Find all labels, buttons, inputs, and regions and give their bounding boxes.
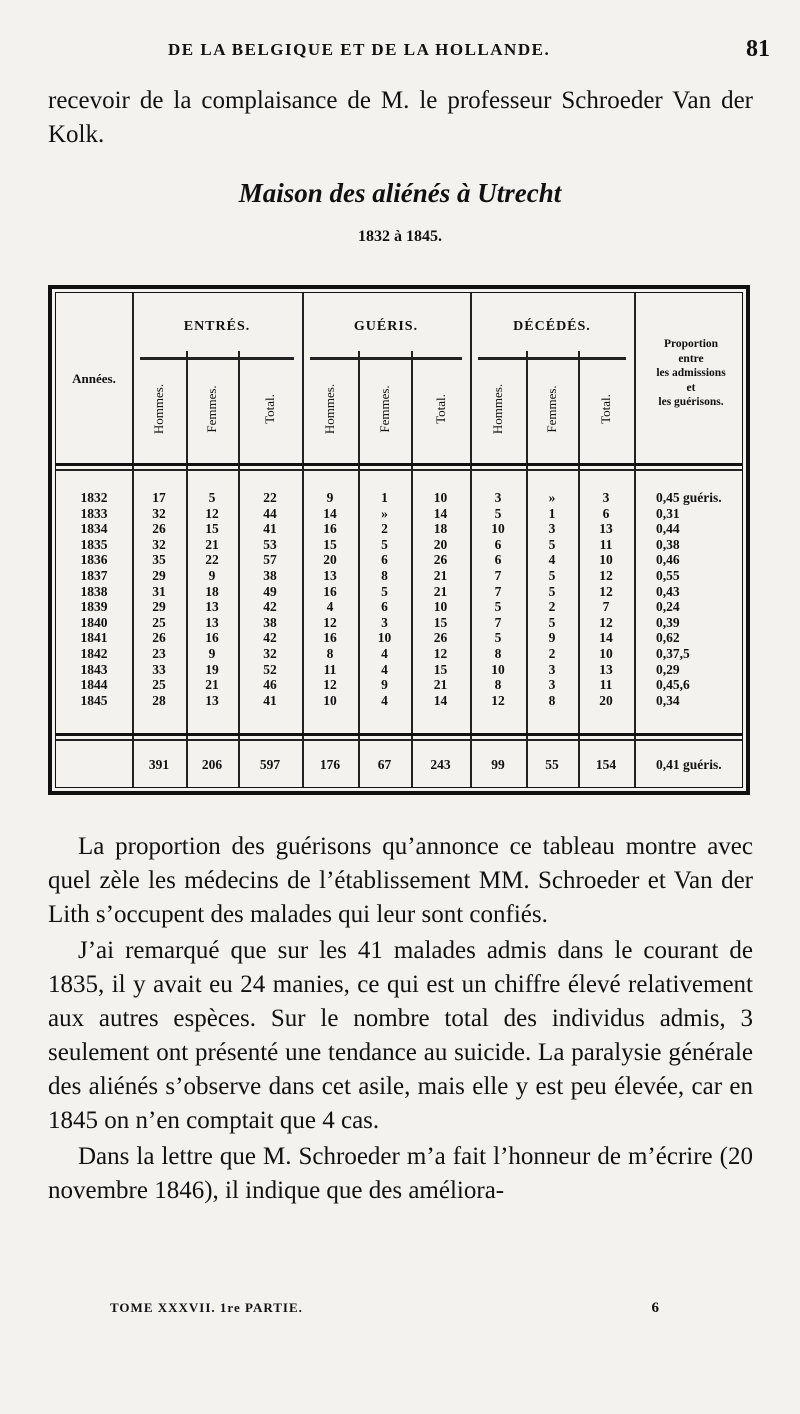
- running-title: DE LA BELGIQUE ET DE LA HOLLANDE.: [168, 40, 551, 59]
- data-cell: 12: [323, 614, 337, 630]
- data-cell: 5: [494, 505, 502, 521]
- data-cell: 2: [548, 646, 556, 661]
- data-cell: 20: [599, 692, 613, 708]
- data-cell: 5: [494, 599, 502, 615]
- sub-header: Femmes.: [544, 385, 559, 433]
- total-cell: 597: [259, 757, 281, 772]
- data-cell: 4: [381, 661, 388, 677]
- data-cell: 1: [381, 490, 388, 505]
- data-cell: 16: [205, 630, 219, 646]
- data-cell: 7: [494, 583, 502, 599]
- year-cell: 1839: [80, 599, 108, 615]
- data-cell: 5: [548, 614, 556, 630]
- year-cell: 1833: [80, 505, 108, 521]
- sub-header: Hommes.: [151, 383, 166, 435]
- table-body: [55, 292, 743, 788]
- data-cell: 12: [433, 646, 448, 661]
- data-cell: 0,37,5: [656, 646, 690, 661]
- data-cell: 32: [152, 505, 166, 521]
- data-cell: 8: [381, 568, 388, 583]
- data-cell: 21: [433, 583, 448, 599]
- data-cell: 13: [205, 692, 219, 708]
- data-cell: 5: [381, 583, 388, 599]
- year-cell: 1844: [80, 677, 108, 693]
- total-cell: 99: [491, 757, 505, 772]
- data-cell: 29: [152, 599, 166, 615]
- section-title: Maison des aliénés à Utrecht: [238, 178, 562, 208]
- data-cell: 5: [548, 536, 556, 552]
- data-cell: 5: [494, 630, 502, 646]
- data-cell: 31: [152, 583, 166, 599]
- data-cell: 26: [152, 630, 166, 646]
- proportion-header-line: les admissions: [656, 367, 726, 379]
- group-header: GUÉRIS.: [353, 319, 419, 334]
- data-cell: »: [548, 490, 556, 505]
- data-cell: 0,44: [656, 521, 680, 537]
- data-cell: 15: [433, 661, 448, 677]
- data-cell: 5: [208, 490, 216, 505]
- data-cell: 0,45 guéris.: [656, 490, 722, 505]
- data-cell: 9: [208, 646, 216, 661]
- data-cell: 22: [263, 490, 277, 505]
- group-brace: [140, 357, 294, 360]
- sub-header: Femmes.: [204, 385, 219, 433]
- data-cell: 18: [205, 583, 219, 599]
- data-cell: 7: [494, 614, 502, 630]
- data-cell: 10: [323, 692, 337, 708]
- year-cell: 1841: [80, 630, 108, 646]
- year-cell: 1840: [80, 614, 108, 630]
- data-cell: »: [381, 505, 388, 521]
- group-brace: [478, 357, 626, 360]
- data-cell: 6: [494, 536, 502, 552]
- data-cell: 8: [494, 677, 502, 693]
- data-cell: 21: [433, 677, 448, 693]
- year-cell: 1838: [80, 583, 108, 599]
- data-cell: 0,38: [656, 536, 680, 552]
- data-cell: 0,45,6: [656, 677, 690, 693]
- data-cell: 12: [599, 583, 613, 599]
- running-header: [48, 36, 770, 66]
- year-cell: 1836: [80, 552, 108, 568]
- data-cell: 21: [205, 677, 219, 693]
- proportion-header-line: Proportion: [663, 338, 719, 350]
- data-cell: 10: [377, 630, 392, 646]
- data-cell: 0,31: [656, 505, 680, 521]
- data-cell: 8: [494, 646, 502, 661]
- data-cell: 13: [205, 599, 219, 615]
- data-cell: 3: [602, 490, 610, 505]
- data-cell: 6: [602, 505, 610, 521]
- data-cell: 6: [381, 552, 388, 568]
- data-cell: 0,55: [656, 568, 680, 583]
- paragraph-1: La proportion des guérisons qu’annonce ce tableau montre avec quel zèle les médecins de l’établissement MM. Schroeder et Van der Lith s’occupent des malades qui leur sont confiés.: [48, 833, 753, 928]
- proportion-header-line: les guérisons.: [658, 396, 724, 408]
- data-cell: 3: [548, 521, 556, 537]
- intro-paragraph: recevoir de la complaisance de M. le professeur Schroeder Van der Kolk.: [48, 87, 753, 148]
- data-cell: 8: [548, 692, 556, 708]
- data-cell: 0,43: [656, 583, 680, 599]
- data-cell: 25: [152, 614, 166, 630]
- data-cell: 16: [323, 630, 337, 646]
- data-cell: 22: [205, 552, 219, 568]
- data-cell: 32: [152, 536, 166, 552]
- data-cell: 5: [548, 583, 556, 599]
- data-cell: 13: [599, 521, 613, 537]
- group-header: ENTRÉS.: [183, 319, 251, 334]
- data-cell: 7: [494, 568, 502, 583]
- total-cell: 243: [430, 757, 451, 772]
- data-cell: 52: [263, 661, 277, 677]
- total-cell: 206: [201, 757, 223, 772]
- data-cell: 29: [152, 568, 166, 583]
- data-cell: 13: [323, 568, 337, 583]
- data-cell: 2: [548, 599, 556, 615]
- year-cell: 1837: [80, 568, 108, 583]
- footer-signature: 6: [651, 1300, 660, 1316]
- totals-rule: [56, 733, 742, 736]
- data-cell: 13: [599, 661, 613, 677]
- data-cell: 10: [599, 646, 613, 661]
- sub-header: Total.: [598, 394, 613, 424]
- data-cell: 21: [205, 536, 219, 552]
- total-cell: 154: [595, 757, 617, 772]
- data-cell: 32: [263, 646, 277, 661]
- data-cell: 5: [381, 536, 388, 552]
- data-cell: 25: [152, 677, 166, 693]
- totals-rule-thin: [56, 739, 742, 741]
- data-cell: 14: [599, 630, 613, 646]
- total-cell: 391: [148, 757, 170, 772]
- sub-header: Hommes.: [490, 383, 505, 435]
- data-cell: 6: [494, 552, 502, 568]
- data-cell: 10: [433, 490, 448, 505]
- data-cell: 20: [323, 552, 337, 568]
- data-cell: 15: [323, 536, 337, 552]
- group-brace: [310, 357, 462, 360]
- year-cell: 1835: [80, 536, 108, 552]
- data-cell: 0,62: [656, 630, 680, 646]
- data-cell: 15: [205, 521, 219, 537]
- data-cell: 9: [326, 490, 334, 505]
- data-cell: 4: [381, 692, 388, 708]
- data-cell: 3: [548, 661, 556, 677]
- year-cell: 1843: [80, 661, 108, 677]
- data-cell: 26: [152, 521, 166, 537]
- proportion-header: [634, 337, 748, 410]
- data-cell: 16: [323, 583, 337, 599]
- data-cell: 6: [381, 599, 388, 615]
- data-cell: 3: [381, 614, 388, 630]
- group-header: DÉCÉDÉS.: [513, 319, 591, 334]
- proportion-header-line: entre: [678, 352, 704, 365]
- data-cell: 19: [205, 661, 219, 677]
- data-cell: 38: [263, 614, 277, 630]
- data-cell: 4: [326, 599, 334, 615]
- data-cell: 11: [599, 677, 613, 693]
- data-cell: 5: [548, 568, 556, 583]
- sub-header: Total.: [262, 394, 277, 424]
- data-cell: 13: [205, 614, 219, 630]
- data-cell: 7: [602, 599, 610, 615]
- year-cell: 1832: [80, 490, 108, 505]
- statistics-table: [48, 285, 750, 795]
- data-cell: 26: [433, 630, 448, 646]
- data-cell: 3: [494, 490, 502, 505]
- data-cell: 12: [599, 614, 613, 630]
- year-cell: 1845: [80, 692, 108, 708]
- data-cell: 10: [599, 552, 613, 568]
- sub-header: Hommes.: [322, 383, 337, 435]
- data-cell: 23: [152, 646, 166, 661]
- total-cell: 67: [377, 757, 392, 772]
- page-footer: [110, 1300, 660, 1316]
- data-cell: 0,46: [656, 552, 680, 568]
- data-cell: 4: [548, 552, 556, 568]
- data-cell: 10: [491, 661, 505, 677]
- data-cell: 15: [433, 614, 448, 630]
- paragraph-2: J’ai remarqué que sur les 41 malades admis dans le courant de 1835, il y avait eu 24 manies, ce qui est un chiffre élevé relativement aux autres espèces. Sur le nombre total des individus admis, 3 seulement ont présenté une tendance au suicide. La paralysie générale des aliénés s’observe dans cet asile, mais elle y est peu élevée, car en 1845 on n’en comptait que 4 cas.: [48, 937, 753, 1134]
- data-cell: 49: [263, 583, 277, 599]
- years-header: Années.: [72, 371, 116, 386]
- data-cell: 42: [263, 599, 277, 615]
- header-rule-thin: [56, 469, 742, 471]
- proportion-header-line: et: [686, 381, 696, 394]
- data-cell: 10: [491, 521, 505, 537]
- total-cell: 176: [319, 757, 341, 772]
- data-cell: 9: [381, 677, 388, 693]
- data-cell: 2: [381, 521, 388, 537]
- data-cell: 33: [152, 661, 166, 677]
- data-cell: 12: [205, 505, 219, 521]
- data-cell: 1: [548, 505, 556, 521]
- data-cell: 12: [323, 677, 337, 693]
- data-cell: 9: [548, 630, 556, 646]
- data-cell: 9: [208, 568, 216, 583]
- data-cell: 4: [381, 646, 388, 661]
- data-cell: 17: [152, 490, 166, 505]
- data-cell: 0,34: [656, 692, 680, 708]
- page-number: 81: [746, 36, 770, 62]
- data-cell: 26: [433, 552, 448, 568]
- data-cell: 0,29: [656, 661, 680, 677]
- data-cell: 41: [263, 692, 277, 708]
- data-cell: 20: [433, 536, 448, 552]
- footer-volume: TOME XXXVII. 1re PARTIE.: [110, 1300, 303, 1315]
- header-rule: [56, 463, 742, 466]
- data-cell: 28: [152, 692, 166, 708]
- data-cell: 14: [433, 505, 448, 521]
- data-cell: 21: [433, 568, 448, 583]
- data-cell: 41: [263, 521, 277, 537]
- data-cell: 38: [263, 568, 277, 583]
- data-cell: 11: [323, 661, 337, 677]
- year-cell: 1842: [80, 646, 108, 661]
- data-cell: 16: [323, 521, 337, 537]
- data-cell: 12: [491, 692, 505, 708]
- data-cell: 35: [152, 552, 166, 568]
- total-cell: 55: [545, 757, 559, 772]
- body-text: [48, 830, 753, 1208]
- intro-text: [48, 84, 753, 152]
- data-cell: 53: [263, 536, 277, 552]
- data-cell: 42: [263, 630, 277, 646]
- sub-header: Total.: [432, 394, 448, 424]
- data-cell: 14: [433, 692, 448, 708]
- data-cell: 57: [263, 552, 277, 568]
- paragraph-3: Dans la lettre que M. Schroeder m’a fait l’honneur de m’écrire (20 novembre 1846), il indique que des améliora-: [48, 1143, 753, 1204]
- data-cell: 3: [548, 677, 556, 693]
- date-range: 1832 à 1845.: [358, 228, 442, 245]
- data-cell: 10: [433, 599, 448, 615]
- data-cell: 14: [323, 505, 337, 521]
- data-cell: 46: [263, 677, 277, 693]
- total-cell: 0,41 guéris.: [656, 757, 722, 772]
- data-cell: 0,39: [656, 614, 680, 630]
- data-cell: 0,24: [656, 599, 680, 615]
- data-cell: 8: [326, 646, 334, 661]
- data-cell: 11: [599, 536, 613, 552]
- data-cell: 12: [599, 568, 613, 583]
- data-cell: 18: [433, 521, 448, 537]
- sub-header: Femmes.: [376, 385, 392, 433]
- data-cell: 44: [263, 505, 277, 521]
- year-cell: 1834: [80, 521, 108, 537]
